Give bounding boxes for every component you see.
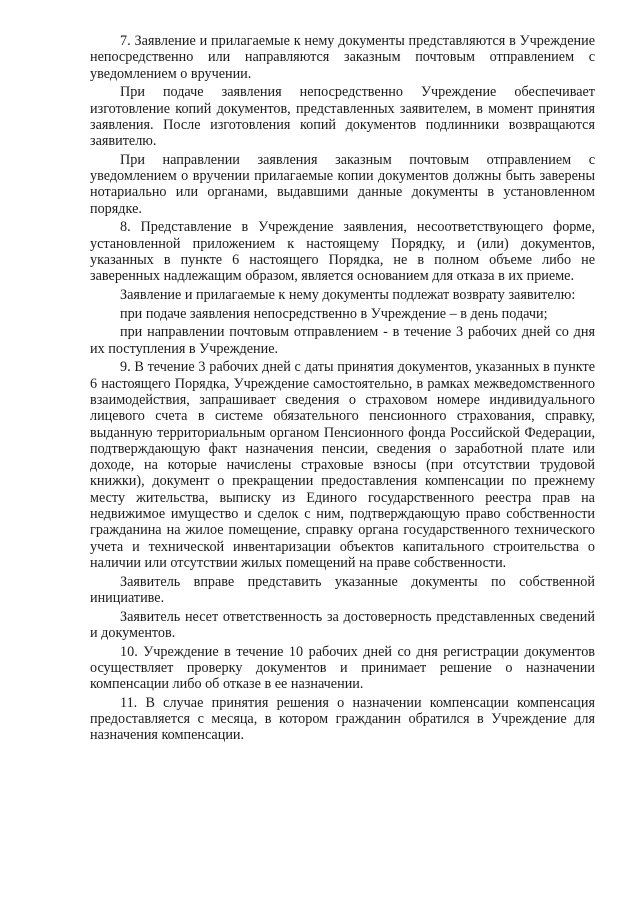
paragraph-responsibility: Заявитель несет ответственность за достоверность представленных сведений и документов. <box>90 608 595 641</box>
paragraph-11: 11. В случае принятия решения о назначении компенсации компенсация предоставляется с месяца, в котором гражданин обратился в Учреждение для назначения компенсации. <box>90 694 595 744</box>
paragraph-10: 10. Учреждение в течение 10 рабочих дней со дня регистрации документов осуществляет проверку документов и принимает решение о назначении компенсации либо об отказе в ее назначении. <box>90 643 595 693</box>
paragraph-return-mail: при направлении почтовым отправлением - в течение 3 рабочих дней со дня их поступления в Учреждение. <box>90 324 595 357</box>
paragraph-7: 7. Заявление и прилагаемые к нему документы представляются в Учреждение непосредственно или направляются заказным почтовым отправлением с уведомлением о вручении. <box>90 33 595 82</box>
paragraph-return-documents: Заявление и прилагаемые к нему документы подлежат возврату заявителю: <box>120 287 576 304</box>
paragraph-direct-submission: При подаче заявления непосредственно Учреждение обеспечивает изготовление копий документов, представленных заявителем, в момент принятия заявления. После изготовления копий документов подлинники возвращаются заявителю. <box>90 84 595 150</box>
paragraph-9: 9. В течение 3 рабочих дней с даты принятия документов, указанных в пункте 6 настоящего Порядка, Учреждение самостоятельно, в рамках межведомственного взаимодействия, запрашивает сведения о страховом номере индивидуального лицевого счета в системе обязательного пенсионного страхования, справку, выданную территориальным органом Пенсионного фонда Российской Федерации, подтверждающую факт назначения пенсии, сведения о заработной плате или доходе, на которые начислены страховые взносы (при отсутствии трудовой книжки), документ о прекращении предоставления компенсации по прежнему месту жительства, выписку из Единого государственного реестра прав на недвижимое имущество и сделок с ним, подтверждающую право собственности гражданина на жилое помещение, справку органа государственного технического учета и технической инвентаризации объектов капитального строительства о наличии или отсутствии жилых помещений на праве собственности. <box>90 359 595 571</box>
paragraph-return-direct: при подаче заявления непосредственно в Учреждение – в день подачи; <box>120 305 548 322</box>
paragraph-own-initiative: Заявитель вправе представить указанные документы по собственной инициативе. <box>90 573 595 606</box>
paragraph-mail-submission: При направлении заявления заказным почтовым отправлением с уведомлением о вручении прилагаемые копии документов должны быть заверены нотариально или органами, выдавшими данные документы в установленном порядке. <box>90 151 595 217</box>
document-page <box>90 33 595 746</box>
paragraph-8: 8. Представление в Учреждение заявления, несоответствующего форме, установленной приложением к настоящему Порядку, и (или) документов, указанных в пункте 6 настоящего Порядка, не в полном объеме либо не заверенных надлежащим образом, является основанием для отказа в их приеме. <box>90 219 595 285</box>
